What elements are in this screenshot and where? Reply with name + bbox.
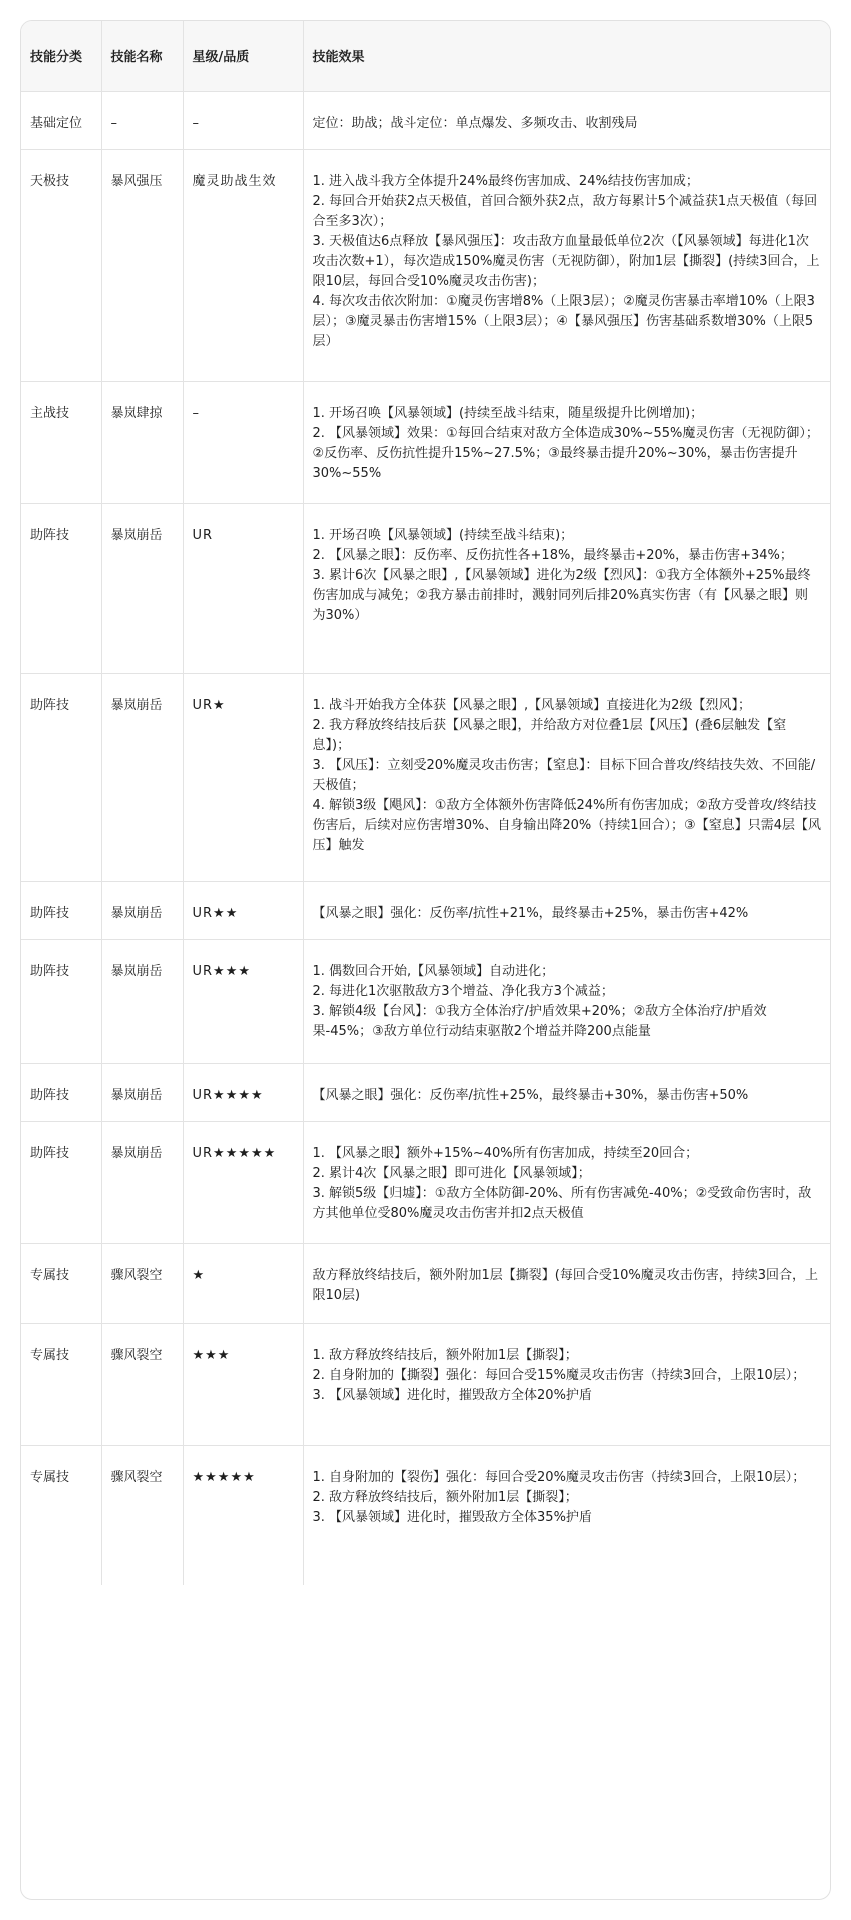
table-row	[21, 1243, 830, 1323]
skill-effect-cell	[303, 673, 830, 881]
table-row	[21, 91, 830, 149]
table-row	[21, 1121, 830, 1243]
skill-effect-line: 3. 累计6次【风暴之眼】,【风暴领域】进化为2级【烈风】：①我方全体额外+25%最终伤害加成与减免；②我方暴击前排时，溅射同列后排20%真实伤害（有【风暴之眼】则为30%）	[312, 567, 811, 623]
skill-effect-line: 2. 【风暴领域】效果：①每回合结束对敌方全体造成30%~55%魔灵伤害（无视防御）；②反伤率、反伤抗性提升15%~27.5%；③最终暴击提升20%~30%，暴击伤害提升30%~55%	[312, 425, 819, 481]
header-effect: 技能效果	[303, 21, 830, 91]
skill-effect-cell	[303, 1445, 830, 1585]
skill-grade-cell: UR★★★★	[183, 1063, 303, 1121]
skill-effect-cell	[303, 1323, 830, 1445]
skill-table-card	[20, 20, 831, 1900]
skill-name-cell: 暴岚崩岳	[101, 673, 183, 881]
skill-category-cell: 助阵技	[21, 673, 101, 881]
skill-effect-line: 【风暴之眼】强化：反伤率/抗性+25%，最终暴击+30%，暴击伤害+50%	[312, 1087, 749, 1103]
table-row	[21, 1445, 830, 1585]
skill-effect-line: 1. 进入战斗我方全体提升24%最终伤害加成、24%结技伤害加成；	[312, 173, 699, 189]
skill-effect-cell	[303, 1121, 830, 1243]
skill-grade-cell: UR★★★	[183, 939, 303, 1063]
skill-effect-cell	[303, 91, 830, 149]
skill-name-cell: 暴岚崩岳	[101, 881, 183, 939]
skill-effect-line: 2. 敌方释放终结技后，额外附加1层【撕裂】；	[312, 1489, 578, 1505]
skill-effect-line: 1. 敌方释放终结技后，额外附加1层【撕裂】；	[312, 1347, 578, 1363]
skill-category-cell: 主战技	[21, 381, 101, 503]
skill-effect-line: 4. 每次攻击依次附加：①魔灵伤害增8%（上限3层）；②魔灵伤害暴击率增10%（上限3层）；③魔灵暴击伤害增15%（上限3层）；④【暴风强压】伤害基础系数增30%（上限5层）	[312, 293, 815, 349]
skill-name-cell: 骤风裂空	[101, 1445, 183, 1585]
table-row	[21, 149, 830, 381]
header-name: 技能名称	[101, 21, 183, 91]
skill-effect-line: 3. 【风暴领域】进化时，摧毁敌方全体20%护盾	[312, 1387, 592, 1403]
skill-name-cell: 暴风强压	[101, 149, 183, 381]
skill-effect-cell	[303, 1243, 830, 1323]
skill-effect-line: 2. 累计4次【风暴之眼】即可进化【风暴领域】；	[312, 1165, 591, 1181]
skill-effect-line: 3. 解锁5级【归墟】：①敌方全体防御-20%、所有伤害减免-40%；②受致命伤害时，敌方其他单位受80%魔灵攻击伤害并扣2点天极值	[312, 1185, 812, 1221]
skill-grade-cell: 魔灵助战生效	[183, 149, 303, 381]
skill-grade-cell: ★	[183, 1243, 303, 1323]
table-row	[21, 1323, 830, 1445]
skill-grade-cell: ★★★★★	[183, 1445, 303, 1585]
table-row	[21, 881, 830, 939]
skill-category-cell: 助阵技	[21, 1063, 101, 1121]
skill-effect-cell	[303, 503, 830, 673]
skill-effect-line: 1. 【风暴之眼】额外+15%~40%所有伤害加成，持续至20回合；	[312, 1145, 699, 1161]
table-row	[21, 1063, 830, 1121]
skill-effect-line: 1. 自身附加的【裂伤】强化：每回合受20%魔灵攻击伤害（持续3回合，上限10层）；	[312, 1469, 806, 1485]
skill-category-cell: 专属技	[21, 1323, 101, 1445]
skill-effect-line: 1. 开场召唤【风暴领域】(持续至战斗结束)；	[312, 527, 574, 543]
skill-effect-line: 定位：助战；战斗定位：单点爆发、多频攻击、收割残局	[312, 115, 638, 131]
skill-effect-line: 3. 【风暴领域】进化时，摧毁敌方全体35%护盾	[312, 1509, 592, 1525]
skill-effect-line: 2. 每进化1次驱散敌方3个增益、净化我方3个减益；	[312, 983, 614, 999]
skill-category-cell: 基础定位	[21, 91, 101, 149]
table-header-row	[21, 21, 830, 91]
skill-effect-line: 2. 我方释放终结技后获【风暴之眼】，并给敌方对位叠1层【风压】(叠6层触发【窒息】)；	[312, 717, 787, 753]
skill-name-cell: 暴岚崩岳	[101, 1063, 183, 1121]
skill-effect-cell	[303, 881, 830, 939]
header-grade: 星级/品质	[183, 21, 303, 91]
skill-grade-cell: ★★★	[183, 1323, 303, 1445]
skill-effect-line: 1. 偶数回合开始,【风暴领域】自动进化；	[312, 963, 555, 979]
skill-effect-line: 【风暴之眼】强化：反伤率/抗性+21%，最终暴击+25%，暴击伤害+42%	[312, 905, 749, 921]
skill-effect-line: 2. 自身附加的【撕裂】强化：每回合受15%魔灵攻击伤害（持续3回合，上限10层）；	[312, 1367, 806, 1383]
skill-name-cell: 暴岚肆掠	[101, 381, 183, 503]
skill-effect-line: 3. 天极值达6点释放【暴风强压】：攻击敌方血量最低单位2次（【风暴领域】每进化1次攻击次数+1），每次造成150%魔灵伤害（无视防御），附加1层【撕裂】(持续3回合，上限10层，每回合受10%魔灵攻击伤害)；	[312, 233, 820, 289]
skill-name-cell: 暴岚崩岳	[101, 1121, 183, 1243]
table-row	[21, 381, 830, 503]
skill-effect-line: 2. 每回合开始获2点天极值，首回合额外获2点，敌方每累计5个减益获1点天极值（每回合至多3次）；	[312, 193, 818, 229]
skill-name-cell: 骤风裂空	[101, 1243, 183, 1323]
skill-effect-line: 4. 解锁3级【飓风】：①敌方全体额外伤害降低24%所有伤害加成；②敌方受普攻/终结技伤害后，后续对应伤害增30%、自身输出降20%（持续1回合）；③【窒息】只需4层【风压】触发	[312, 797, 821, 853]
skill-effect-cell	[303, 381, 830, 503]
table-row	[21, 673, 830, 881]
skill-effect-line: 2. 【风暴之眼】：反伤率、反伤抗性各+18%，最终暴击+20%，暴击伤害+34%；	[312, 547, 793, 563]
skill-category-cell: 专属技	[21, 1445, 101, 1585]
skill-name-cell: 骤风裂空	[101, 1323, 183, 1445]
skill-name-cell: –	[101, 91, 183, 149]
skill-grade-cell: –	[183, 381, 303, 503]
skill-grade-cell: UR★★★★★	[183, 1121, 303, 1243]
skill-effect-line: 3. 【风压】：立刻受20%魔灵攻击伤害；【窒息】：目标下回合普攻/终结技失效、不回能/天极值；	[312, 757, 816, 793]
skill-category-cell: 专属技	[21, 1243, 101, 1323]
skill-name-cell: 暴岚崩岳	[101, 939, 183, 1063]
skill-effect-line: 1. 战斗开始我方全体获【风暴之眼】,【风暴领域】直接进化为2级【烈风】；	[312, 697, 751, 713]
skill-effect-cell	[303, 1063, 830, 1121]
skill-category-cell: 助阵技	[21, 503, 101, 673]
table-row	[21, 503, 830, 673]
header-category: 技能分类	[21, 21, 101, 91]
skill-effect-line: 1. 开场召唤【风暴领域】(持续至战斗结束，随星级提升比例增加)；	[312, 405, 704, 421]
skill-category-cell: 助阵技	[21, 939, 101, 1063]
skill-grade-cell: UR★	[183, 673, 303, 881]
skill-category-cell: 天极技	[21, 149, 101, 381]
skill-category-cell: 助阵技	[21, 1121, 101, 1243]
skill-grade-cell: UR	[183, 503, 303, 673]
skill-grade-cell: UR★★	[183, 881, 303, 939]
skill-grade-cell: –	[183, 91, 303, 149]
table-row	[21, 939, 830, 1063]
skill-effect-cell	[303, 149, 830, 381]
skill-effect-line: 3. 解锁4级【台风】：①我方全体治疗/护盾效果+20%；②敌方全体治疗/护盾效果-45%；③敌方单位行动结束驱散2个增益并降200点能量	[312, 1003, 767, 1039]
skill-table	[21, 21, 830, 1585]
skill-name-cell: 暴岚崩岳	[101, 503, 183, 673]
skill-category-cell: 助阵技	[21, 881, 101, 939]
skill-effect-line: 敌方释放终结技后，额外附加1层【撕裂】(每回合受10%魔灵攻击伤害，持续3回合，上限10层)	[312, 1267, 819, 1303]
skill-effect-cell	[303, 939, 830, 1063]
